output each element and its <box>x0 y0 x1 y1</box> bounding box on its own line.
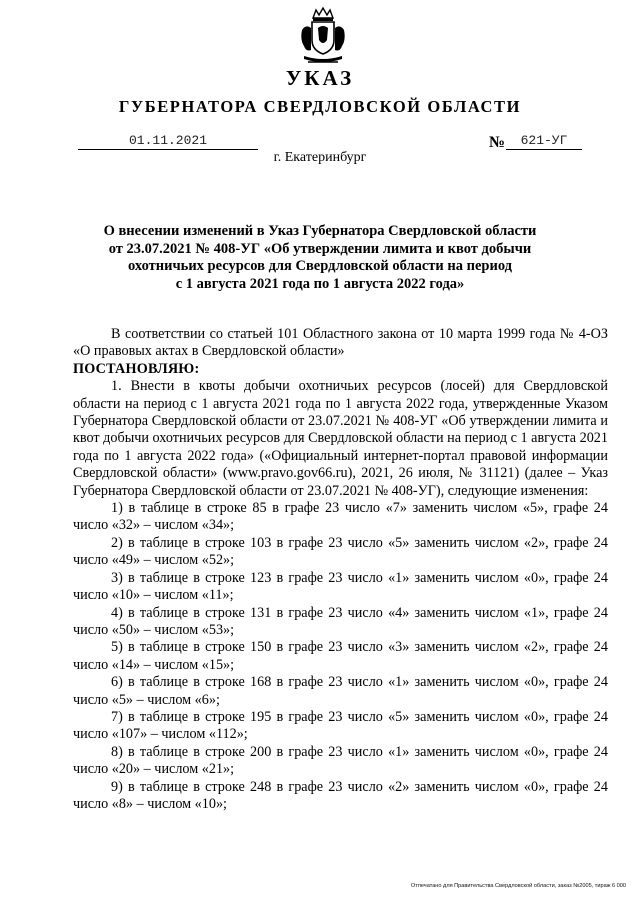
document-type-title: УКАЗ <box>285 66 355 90</box>
decree-word: ПОСТАНОВЛЯЮ: <box>73 360 200 377</box>
print-note: Отпечатано для Правительства Свердловской области, заказ №2005, тираж 6 000 <box>410 883 626 889</box>
heading-line: охотничьих ресурсов для Свердловской области на период <box>128 258 512 274</box>
list-item: 4) в таблице в строке 131 в графе 23 число «4» заменить числом «1», графе 24 число «50» – числом «53»; <box>73 604 608 638</box>
heading-line: с 1 августа 2021 года по 1 августа 2022 года» <box>175 275 465 292</box>
list-item: 2) в таблице в строке 103 в графе 23 число «5» заменить числом «2», графе 24 число «49» – числом «52»; <box>73 534 608 569</box>
registration-date: 01.11.2021 <box>78 133 258 150</box>
document-heading <box>80 223 560 293</box>
heading-line: от 23.07.2021 № 408-УГ «Об утверждении лимита и квот добычи <box>108 240 532 257</box>
list-item: 5) в таблице в строке 150 в графе 23 число «3» заменить числом «2», графе 24 число «14» – числом «15»; <box>73 639 608 673</box>
issuer-title: ГУБЕРНАТОРА СВЕРДЛОВСКОЙ ОБЛАСТИ <box>118 97 522 116</box>
list-item: 3) в таблице в строке 123 в графе 23 число «1» заменить числом «0», графе 24 число «10» – числом «11»; <box>73 569 608 604</box>
heading-line: О внесении изменений в Указ Губернатора Свердловской области <box>103 223 537 239</box>
document-body <box>73 326 608 813</box>
preamble-paragraph: В соответствии со статьей 101 Областного закона от 10 марта 1999 года № 4-ОЗ «О правовых актах в Свердловской области» <box>73 326 608 360</box>
point-1-paragraph: 1. Внести в квоты добычи охотничьих ресурсов (лосей) для Свердловской области на период с 1 августа 2021 года по 1 августа 2022 года, утвержденные Указом Губернатора Свердловской области от 23.07.2021 № 408-УГ «Об утверждении лимита и квот добычи охотничьих ресурсов для Свердловской области на период с 1 августа 2021 года по 1 августа 2022 года» («Официальный интернет-портал правовой информации Свердловской области» (www.pravo.gov66.ru), 2021, 26 июля, № 31121) (далее – Указ Губернатора Свердловской области от 23.07.2021 № 408-УГ), следующие изменения: <box>73 378 608 499</box>
list-item: 8) в таблице в строке 200 в графе 23 число «1» заменить числом «0», графе 24 число «20» – числом «21»; <box>73 743 608 778</box>
registration-number: 621-УГ <box>506 133 582 150</box>
list-item: 9) в таблице в строке 248 в графе 23 число «2» заменить числом «0», графе 24 число «8» – числом «10»; <box>73 778 608 812</box>
list-item: 7) в таблице в строке 195 в графе 23 число «5» заменить числом «0», графе 24 число «107» – числом «112»; <box>73 708 608 743</box>
list-item: 1) в таблице в строке 85 в графе 23 число «7» заменить числом «5», графе 24 число «32» – числом «34»; <box>73 500 608 534</box>
coat-of-arms-icon <box>298 6 348 68</box>
number-sign: № <box>489 134 506 151</box>
list-item: 6) в таблице в строке 168 в графе 23 число «1» заменить числом «0», графе 24 число «5» – числом «6»; <box>73 674 608 708</box>
city-name: г. Екатеринбург <box>273 150 367 165</box>
